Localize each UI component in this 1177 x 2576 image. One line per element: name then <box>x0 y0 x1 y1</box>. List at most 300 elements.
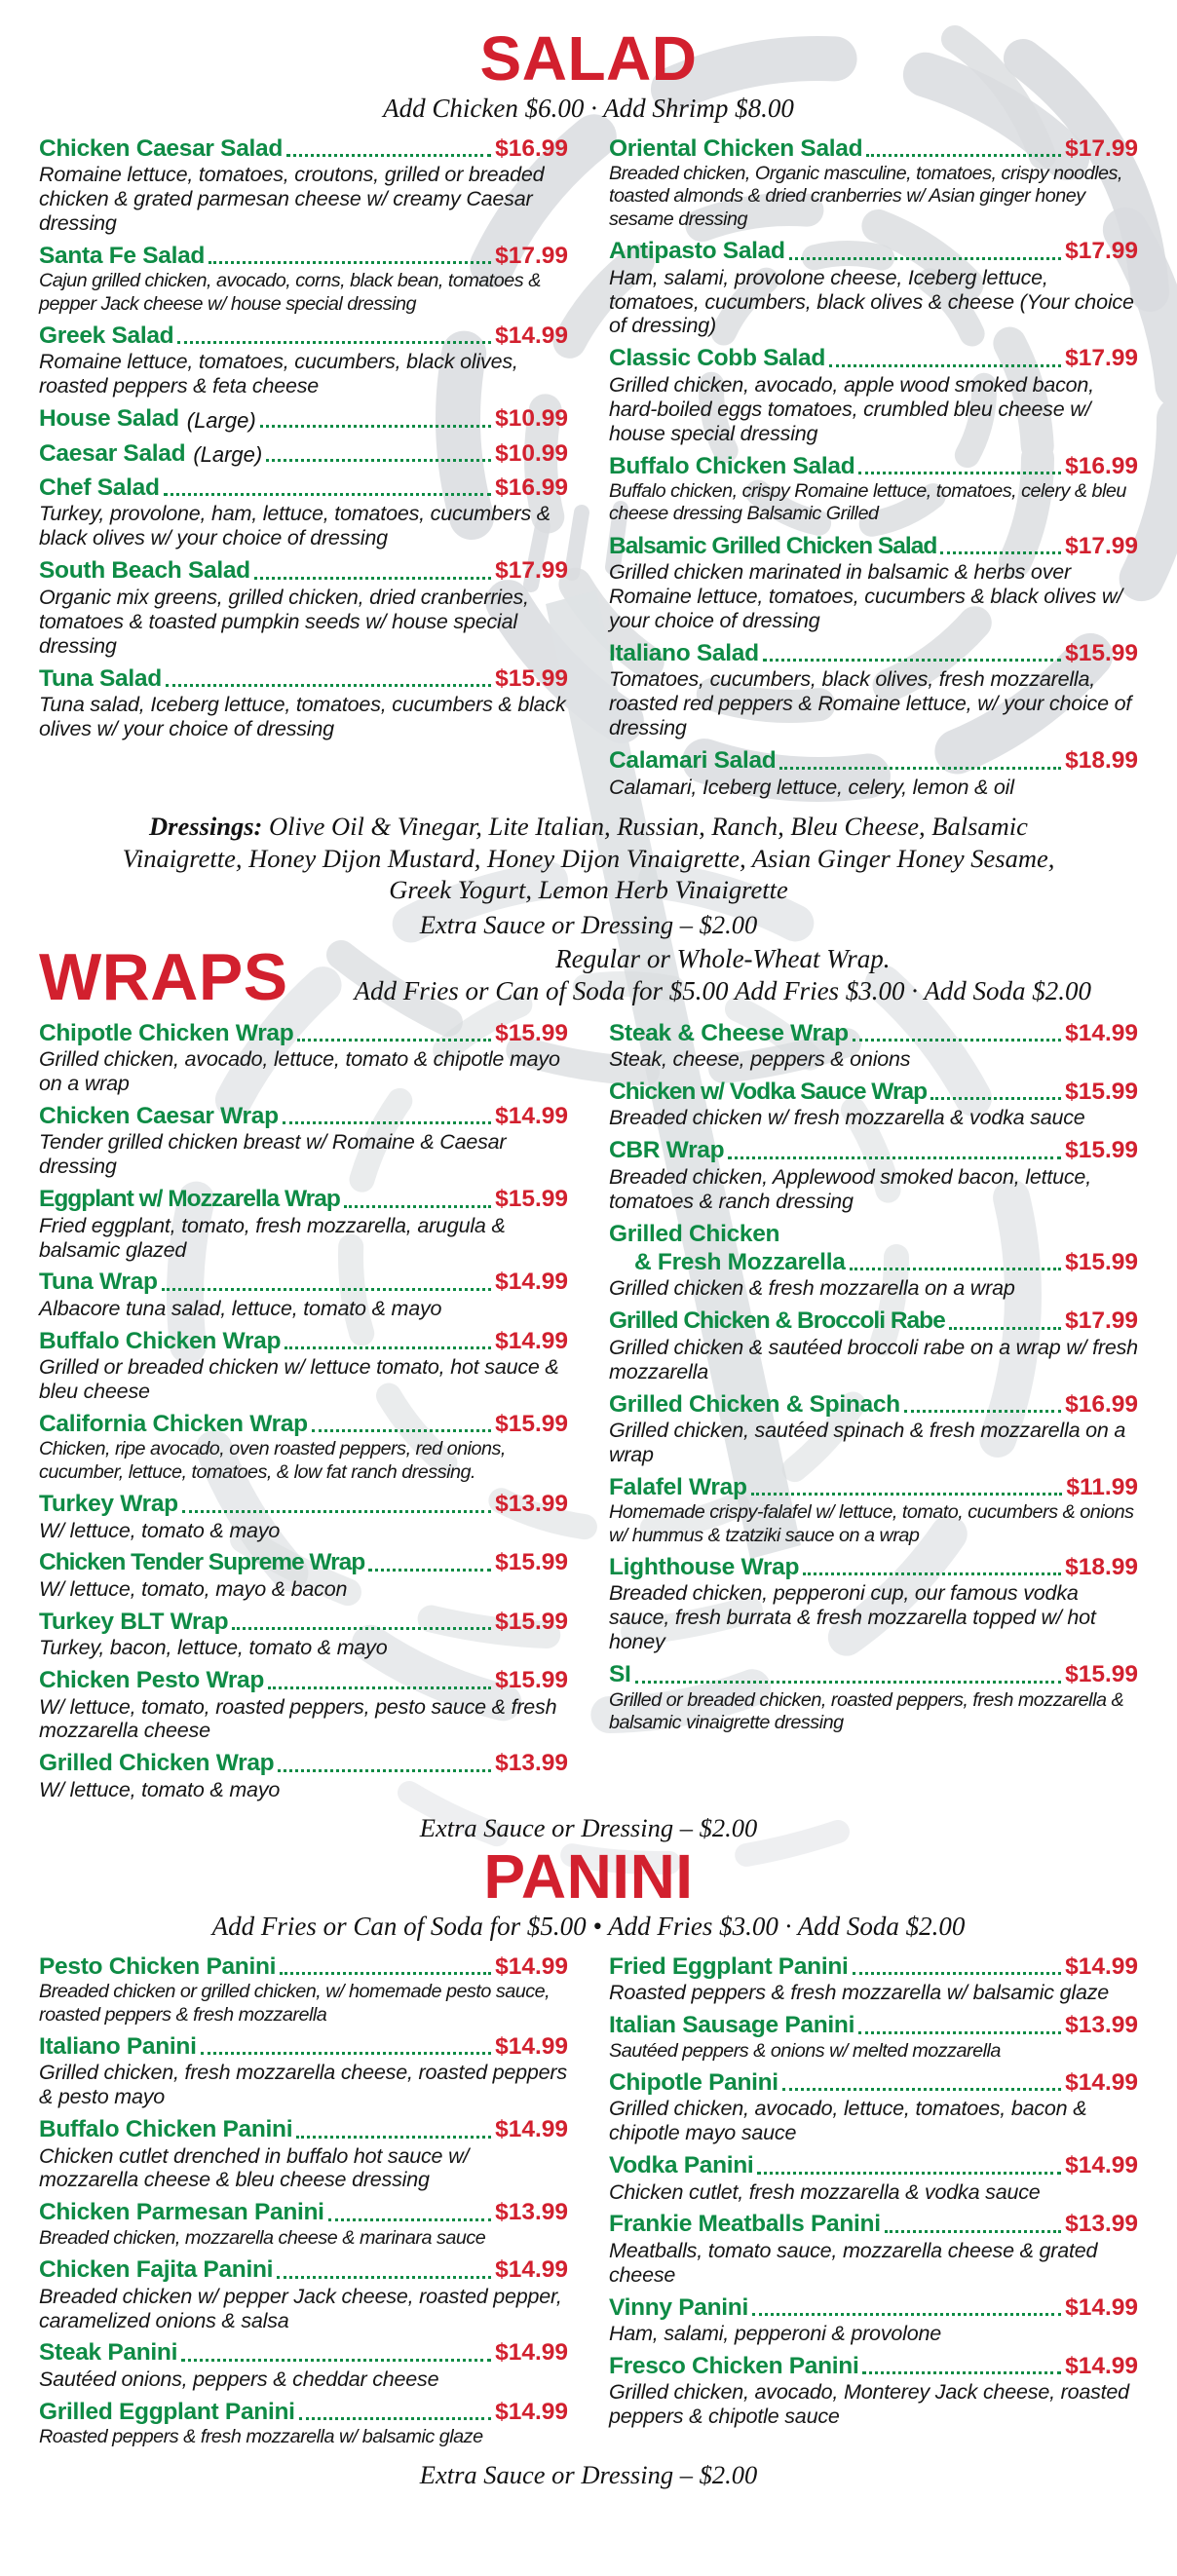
menu-item <box>39 556 568 658</box>
item-name-line1: Grilled Chicken <box>609 1220 780 1247</box>
item-price: $14.99 <box>495 1952 568 1980</box>
item-description: Breaded chicken w/ fresh mozzarella & vodka sauce <box>609 1106 1085 1130</box>
item-price: $14.99 <box>1065 2068 1138 2096</box>
menu-item <box>609 1220 1138 1302</box>
wraps-header <box>39 940 1138 1015</box>
item-description: W/ lettuce, tomato & mayo <box>39 1518 281 1542</box>
item-name: Frankie Meatballs Panini <box>609 2211 881 2238</box>
item-name: Falafel Wrap <box>609 1473 747 1500</box>
panini-columns <box>39 1952 1138 2455</box>
item-line <box>609 2151 1138 2179</box>
item-line <box>39 322 568 350</box>
menu-item <box>609 1136 1138 1213</box>
item-line <box>39 1490 568 1518</box>
menu-column <box>39 1019 568 1808</box>
item-line <box>39 664 568 693</box>
item-description: Tender grilled chicken breast w/ Romaine & Caesar dressing <box>39 1130 507 1179</box>
item-size-label: (Large) <box>193 442 263 468</box>
dressings-list <box>96 811 1081 905</box>
item-description: Romaine lettuce, tomatoes, croutons, grilled or breaded chicken & grated parmesan cheese w/ creamy Caesar dressing <box>39 163 545 235</box>
item-name: Chef Salad <box>39 474 160 502</box>
menu-item <box>609 1553 1138 1654</box>
section-title-salad: SALAD <box>479 23 698 94</box>
item-name: Eggplant w/ Mozzarella Wrap <box>39 1186 340 1213</box>
wraps-columns <box>39 1019 1138 1808</box>
item-price: $14.99 <box>1065 1019 1138 1046</box>
item-line <box>39 2032 568 2061</box>
dotted-leader <box>858 2031 1061 2034</box>
item-description: Grilled chicken, avocado, Monterey Jack cheese, roasted peppers & chipotle sauce <box>609 2380 1129 2429</box>
item-name: Vodka Panini <box>609 2152 754 2179</box>
dotted-leader <box>181 2359 491 2362</box>
item-price: $17.99 <box>1065 532 1138 559</box>
item-line <box>609 1553 1138 1581</box>
wraps-addons-lines <box>308 943 1138 1009</box>
item-name: Italiano Panini <box>39 2032 197 2060</box>
item-line <box>39 1410 568 1438</box>
item-price: $17.99 <box>1065 345 1138 372</box>
item-price: $15.99 <box>495 1667 568 1694</box>
item-line <box>609 1019 1138 1047</box>
dotted-leader <box>757 2172 1061 2175</box>
item-name: Grilled Chicken & Broccoli Rabe <box>609 1307 945 1335</box>
panini-header <box>39 1841 1138 1943</box>
item-description: Grilled chicken, avocado, lettuce, tomatoes, bacon & chipotle mayo sauce <box>609 2097 1087 2145</box>
wraps-addons-line: Add Fries or Can of Soda for $5.00 Add Fries $3.00 · Add Soda $2.00 <box>354 975 1092 1005</box>
item-name: Calamari Salad <box>609 747 777 775</box>
item-line <box>609 1390 1138 1419</box>
menu-item <box>39 134 568 236</box>
item-line <box>39 556 568 585</box>
menu-item <box>39 1749 568 1801</box>
dotted-leader <box>166 684 491 687</box>
item-line <box>39 2398 568 2426</box>
item-line <box>39 1185 568 1213</box>
item-line <box>39 439 568 468</box>
item-description: Breaded chicken w/ pepper Jack cheese, roasted pepper, caramelized onions & salsa <box>39 2284 562 2332</box>
dotted-leader <box>763 659 1061 662</box>
item-description: Tuna salad, Iceberg lettuce, tomatoes, cucumbers & black olives w/ your choice of dressing <box>39 692 566 740</box>
menu-item <box>609 746 1138 799</box>
menu-item <box>39 474 568 550</box>
item-description: Romaine lettuce, tomatoes, cucumbers, black olives, roasted peppers & feta cheese <box>39 350 518 398</box>
dotted-leader <box>850 1268 1062 1270</box>
item-line <box>609 1307 1138 1335</box>
menu-item <box>39 1490 568 1542</box>
menu-column <box>39 1952 568 2455</box>
item-description: Chicken, ripe avocado, oven roasted peppers, red onions, cucumber, lettuce, tomatoes, & low fat ranch dressing. <box>39 1438 506 1483</box>
item-line <box>39 1666 568 1694</box>
item-name: Tuna Wrap <box>39 1269 158 1296</box>
item-description: Chicken cutlet drenched in buffalo hot sauce w/ mozzarella cheese & bleu cheese dressing <box>39 2143 470 2192</box>
menu-item <box>39 1102 568 1179</box>
menu-item <box>39 1410 568 1484</box>
item-line <box>609 1473 1138 1501</box>
item-price: $14.99 <box>495 2116 568 2143</box>
item-line <box>39 2338 568 2367</box>
item-description: Albacore tuna salad, lettuce, tomato & mayo <box>39 1296 442 1320</box>
item-line <box>609 134 1138 163</box>
menu-column <box>39 134 568 806</box>
menu-item <box>609 452 1138 526</box>
item-line <box>609 532 1138 560</box>
dotted-leader <box>164 493 491 496</box>
item-price: $15.99 <box>1065 1248 1138 1275</box>
dotted-leader <box>949 1327 1061 1330</box>
menu-item <box>39 664 568 741</box>
dotted-leader <box>940 551 1061 554</box>
menu-item <box>39 322 568 398</box>
item-description: Calamari, Iceberg lettuce, celery, lemon & oil <box>609 775 1014 799</box>
item-line <box>39 2115 568 2143</box>
item-price: $17.99 <box>1065 1307 1138 1335</box>
item-price: $14.99 <box>1065 2152 1138 2179</box>
item-name: Oriental Chicken Salad <box>609 134 863 162</box>
item-price: $14.99 <box>495 2032 568 2060</box>
item-description: Grilled chicken marinated in balsamic & herbs over Romaine lettuce, tomatoes, cucumbers & black olives w/ your choice of dressing <box>609 560 1122 632</box>
item-description: Breaded chicken or grilled chicken, w/ homemade pesto sauce, roasted peppers & fresh mozzarella <box>39 1981 551 2026</box>
item-name: Grilled Chicken Wrap <box>39 1750 275 1777</box>
menu-item <box>609 1660 1138 1734</box>
salad-addons-line: Add Chicken $6.00 · Add Shrimp $8.00 <box>383 93 794 123</box>
item-price: $18.99 <box>1065 747 1138 775</box>
item-line <box>39 474 568 502</box>
menu-column <box>609 1019 1138 1808</box>
item-line <box>609 746 1138 775</box>
item-description: Meatballs, tomato sauce, mozzarella cheese & grated cheese <box>609 2238 1098 2287</box>
menu-item <box>609 1019 1138 1072</box>
item-description: Breaded chicken, mozzarella cheese & marinara sauce <box>39 2226 486 2249</box>
salad-extra-sauce-line: Extra Sauce or Dressing – $2.00 <box>419 910 758 940</box>
dotted-leader <box>328 2218 491 2221</box>
item-price: $15.99 <box>1065 639 1138 666</box>
dotted-leader <box>297 1039 491 1042</box>
item-line <box>39 404 568 433</box>
dotted-leader <box>209 261 491 264</box>
item-size-label: (Large) <box>186 407 256 433</box>
item-price: $15.99 <box>495 1608 568 1635</box>
item-name: Vinny Panini <box>609 2293 748 2321</box>
item-description: Fried eggplant, tomato, fresh mozzarella, arugula & balsamic glazed <box>39 1213 506 1262</box>
item-name: Turkey BLT Wrap <box>39 1608 229 1635</box>
dotted-leader <box>858 472 1061 474</box>
dotted-leader <box>296 2136 491 2139</box>
menu-item <box>39 2338 568 2391</box>
dotted-leader <box>829 364 1061 367</box>
item-line <box>609 452 1138 480</box>
item-description: Cajun grilled chicken, avocado, corns, black bean, tomatoes & pepper Jack cheese w/ house special dressing <box>39 270 541 315</box>
item-price: $15.99 <box>495 1186 568 1213</box>
item-description: Grilled or breaded chicken, roasted peppers, fresh mozzarella & balsamic vinaigrette dressing <box>609 1688 1124 1733</box>
item-description: Organic mix greens, grilled chicken, dried cranberries, tomatoes & toasted pumpkin seeds w/ house special dressing <box>39 585 529 658</box>
item-name: California Chicken Wrap <box>39 1411 308 1438</box>
item-description: W/ lettuce, tomato, mayo & bacon <box>39 1576 348 1601</box>
menu-item <box>609 1473 1138 1547</box>
menu-item <box>39 439 568 468</box>
menu-item <box>39 1185 568 1262</box>
item-line <box>39 1608 568 1636</box>
dotted-leader <box>728 1156 1061 1159</box>
item-description: Grilled chicken, avocado, lettuce, tomato & chipotle mayo on a wrap <box>39 1047 560 1095</box>
item-name: Chicken Tender Supreme Wrap <box>39 1549 365 1576</box>
item-price: $15.99 <box>1065 1078 1138 1105</box>
dotted-leader <box>278 1769 491 1772</box>
item-price: $17.99 <box>1065 238 1138 265</box>
item-name: Chicken w/ Vodka Sauce Wrap <box>609 1078 928 1105</box>
item-description: Tomatoes, cucumbers, black olives, fresh mozzarella, roasted red peppers & Romaine lettuce, w/ your choice of dressing <box>609 667 1132 740</box>
item-line <box>609 1248 1138 1276</box>
item-line <box>39 1952 568 1981</box>
item-description: W/ lettuce, tomato, roasted peppers, pesto sauce & fresh mozzarella cheese <box>39 1694 557 1743</box>
item-line <box>39 1019 568 1047</box>
dotted-leader <box>312 1429 491 1432</box>
item-description: Homemade crispy-falafel w/ lettuce, tomato, cucumbers & onions w/ hummus & tzatziki sauce on a wrap <box>609 1501 1134 1546</box>
item-name: Buffalo Chicken Salad <box>609 452 855 479</box>
item-description: Roasted peppers & fresh mozzarella w/ balsamic glaze <box>39 2426 483 2448</box>
item-name: Santa Fe Salad <box>39 242 206 269</box>
item-description: Roasted peppers & fresh mozzarella w/ balsamic glaze <box>609 1981 1110 2005</box>
item-description: Sautéed onions, peppers & cheddar cheese <box>39 2367 439 2391</box>
item-description: Ham, salami, provolone cheese, Iceberg lettuce, tomatoes, cucumbers, black olives & cheese (Your choice of dressing) <box>609 265 1134 338</box>
item-price: $15.99 <box>495 1019 568 1046</box>
item-line <box>609 237 1138 265</box>
item-price: $14.99 <box>1065 2293 1138 2321</box>
dotted-leader <box>635 1681 1062 1684</box>
dotted-leader <box>866 154 1061 157</box>
item-description: Turkey, bacon, lettuce, tomato & mayo <box>39 1636 388 1660</box>
item-description: W/ lettuce, tomato & mayo <box>39 1777 281 1801</box>
item-name: SI <box>609 1661 631 1688</box>
item-line <box>39 1749 568 1777</box>
dotted-leader <box>803 1572 1061 1575</box>
item-line <box>609 2068 1138 2097</box>
item-price: $13.99 <box>1065 2211 1138 2238</box>
item-name: Chicken Fajita Panini <box>39 2256 274 2284</box>
item-name: Chicken Pesto Wrap <box>39 1667 265 1694</box>
item-description: Grilled chicken, fresh mozzarella cheese, roasted peppers & pesto mayo <box>39 2061 567 2109</box>
dotted-leader <box>752 2313 1061 2316</box>
dotted-leader <box>782 2088 1061 2091</box>
menu-item <box>609 639 1138 740</box>
wraps-extra-sauce-line: Extra Sauce or Dressing – $2.00 <box>419 1812 758 1842</box>
menu-item <box>39 1608 568 1660</box>
menu-item <box>609 344 1138 445</box>
dotted-leader <box>201 2052 491 2055</box>
item-name: Buffalo Chicken Wrap <box>39 1327 282 1354</box>
dotted-leader <box>260 425 491 428</box>
item-line <box>609 2210 1138 2238</box>
item-name: CBR Wrap <box>609 1137 725 1164</box>
item-price: $14.99 <box>1065 1952 1138 1980</box>
menu-item <box>39 1019 568 1096</box>
item-price: $17.99 <box>495 242 568 269</box>
item-name: House Salad <box>39 405 179 433</box>
dotted-leader <box>286 154 491 157</box>
item-price: $13.99 <box>1065 2012 1138 2039</box>
item-price: $13.99 <box>495 1491 568 1518</box>
menu-item <box>609 532 1138 633</box>
item-price: $15.99 <box>1065 1661 1138 1688</box>
item-price: $16.99 <box>1065 452 1138 479</box>
item-name: Buffalo Chicken Panini <box>39 2116 293 2143</box>
item-name: Tuna Salad <box>39 664 162 692</box>
menu-item <box>609 2151 1138 2204</box>
item-line <box>39 2255 568 2284</box>
item-name: Italiano Salad <box>609 639 759 666</box>
menu-item <box>609 237 1138 338</box>
item-price: $16.99 <box>495 474 568 502</box>
menu-item <box>39 1327 568 1404</box>
menu-item <box>609 2011 1138 2063</box>
dotted-leader <box>177 341 491 344</box>
section-panini <box>39 1841 1138 2490</box>
menu-item <box>39 2398 568 2449</box>
item-line <box>609 2352 1138 2380</box>
item-line <box>609 639 1138 667</box>
item-name: Steak Panini <box>39 2339 178 2367</box>
menu-item <box>609 2068 1138 2145</box>
menu-item <box>609 1952 1138 2005</box>
item-price: $14.99 <box>495 1269 568 1296</box>
item-line <box>39 1268 568 1296</box>
dotted-leader <box>254 577 491 580</box>
dotted-leader <box>885 2230 1061 2233</box>
item-description: Grilled chicken & sautéed broccoli rabe on a wrap w/ fresh mozzarella <box>609 1335 1138 1383</box>
item-price: $11.99 <box>1066 1473 1138 1500</box>
item-name: Chipotle Panini <box>609 2068 778 2096</box>
dotted-leader <box>280 1972 491 1975</box>
dotted-leader <box>344 1205 491 1208</box>
menu-item <box>609 134 1138 231</box>
item-line <box>39 2198 568 2226</box>
dotted-leader <box>268 1686 491 1689</box>
menu-item <box>39 2255 568 2332</box>
dotted-leader <box>862 2371 1061 2374</box>
menu-item <box>39 2198 568 2250</box>
menu-column <box>609 134 1138 806</box>
item-line <box>39 134 568 163</box>
menu-item <box>609 1390 1138 1467</box>
item-price: $10.99 <box>495 405 568 433</box>
item-name: Grilled Chicken & Spinach <box>609 1390 900 1418</box>
dotted-leader <box>299 2417 491 2420</box>
item-price: $16.99 <box>495 134 568 162</box>
item-name: Steak & Cheese Wrap <box>609 1019 849 1046</box>
item-price: $13.99 <box>495 2199 568 2226</box>
menu-item <box>609 2293 1138 2346</box>
item-name: Italian Sausage Panini <box>609 2012 855 2039</box>
item-price: $17.99 <box>1065 134 1138 162</box>
section-title-wraps: WRAPS <box>39 940 288 1015</box>
item-name: Chipotle Chicken Wrap <box>39 1019 294 1046</box>
item-name: Grilled Eggplant Panini <box>39 2398 295 2425</box>
dressings-text: Olive Oil & Vinegar, Lite Italian, Russian, Ranch, Bleu Cheese, Balsamic Vinaigrette, Honey Dijon Mustard, Honey Dijon Vinaigrette, Asian Ginger Honey Sesame, Greek Yogurt, Lemon Herb Vinaigrette <box>122 812 1055 905</box>
item-price: $15.99 <box>495 1549 568 1576</box>
item-name: Caesar Salad <box>39 439 186 467</box>
item-price: $14.99 <box>495 1102 568 1129</box>
menu-item <box>609 2352 1138 2429</box>
panini-extra-sauce-line: Extra Sauce or Dressing – $2.00 <box>419 2459 758 2489</box>
item-price: $17.99 <box>495 557 568 585</box>
item-line <box>609 1136 1138 1164</box>
dotted-leader <box>266 459 491 462</box>
item-line <box>39 1102 568 1130</box>
menu-item <box>39 1268 568 1320</box>
item-price: $15.99 <box>495 664 568 692</box>
item-name: & Fresh Mozzarella <box>634 1248 846 1275</box>
item-price: $14.99 <box>495 1327 568 1354</box>
item-description: Steak, cheese, peppers & onions <box>609 1047 911 1072</box>
item-description: Grilled chicken, sautéed spinach & fresh mozzarella on a wrap <box>609 1418 1126 1466</box>
item-price: $15.99 <box>1065 1137 1138 1164</box>
item-line <box>609 1660 1138 1688</box>
item-name: Classic Cobb Salad <box>609 345 825 372</box>
menu-item <box>39 404 568 433</box>
item-description: Grilled chicken & fresh mozzarella on a wrap <box>609 1276 1015 1301</box>
item-description: Breaded chicken, Applewood smoked bacon, lettuce, tomatoes & ranch dressing <box>609 1164 1091 1213</box>
menu-item <box>609 1078 1138 1130</box>
item-name: South Beach Salad <box>39 557 250 585</box>
item-price: $14.99 <box>495 2398 568 2425</box>
dotted-leader <box>904 1410 1061 1413</box>
item-line <box>609 2011 1138 2039</box>
dotted-leader <box>162 1288 491 1291</box>
dotted-leader <box>853 1039 1061 1042</box>
dotted-leader <box>285 1346 491 1349</box>
section-wraps <box>39 940 1138 1843</box>
item-name: Balsamic Grilled Chicken Salad <box>609 532 937 559</box>
item-price: $16.99 <box>1065 1390 1138 1418</box>
wraps-wheat-line: Regular or Whole-Wheat Wrap. <box>555 943 891 973</box>
menu-item <box>39 1666 568 1743</box>
dotted-leader <box>182 1510 491 1513</box>
item-name: Chicken Parmesan Panini <box>39 2199 324 2226</box>
item-description: Grilled or breaded chicken w/ lettuce tomato, hot sauce & bleu cheese <box>39 1355 559 1404</box>
item-description: Breaded chicken, Organic masculine, tomatoes, crispy noodles, toasted almonds & dried cranberries w/ Asian ginger honey sesame dressing <box>609 163 1122 230</box>
item-price: $14.99 <box>1065 2353 1138 2380</box>
item-line <box>609 2293 1138 2322</box>
item-name: Lighthouse Wrap <box>609 1553 800 1580</box>
menu-item <box>609 1307 1138 1383</box>
dotted-leader <box>930 1097 1061 1100</box>
item-description: Sautéed peppers & onions w/ melted mozzarella <box>609 2039 1001 2062</box>
item-line <box>609 1078 1138 1106</box>
dotted-leader <box>751 1493 1063 1496</box>
dotted-leader <box>277 2276 491 2279</box>
item-line <box>609 344 1138 372</box>
item-name: Pesto Chicken Panini <box>39 1952 277 1980</box>
menu-item <box>39 242 568 316</box>
item-name: Fresco Chicken Panini <box>609 2353 859 2380</box>
item-line <box>39 242 568 270</box>
item-name: Antipasto Salad <box>609 238 785 265</box>
dotted-leader <box>232 1627 491 1630</box>
item-line <box>609 1952 1138 1981</box>
dotted-leader <box>853 1972 1062 1975</box>
dressings-label: Dressings: <box>149 812 263 842</box>
item-name: Greek Salad <box>39 322 174 350</box>
item-name: Turkey Wrap <box>39 1491 178 1518</box>
item-description: Chicken cutlet, fresh mozzarella & vodka sauce <box>609 2179 1041 2204</box>
item-line <box>39 1548 568 1576</box>
dotted-leader <box>368 1569 491 1572</box>
item-description: Turkey, provolone, ham, lettuce, tomatoes, cucumbers & black olives w/ your choice of dressing <box>39 502 551 550</box>
item-price: $13.99 <box>495 1750 568 1777</box>
item-price: $18.99 <box>1065 1553 1138 1580</box>
item-price: $14.99 <box>495 322 568 350</box>
dotted-leader <box>283 1121 491 1124</box>
item-description: Ham, salami, pepperoni & provolone <box>609 2322 941 2346</box>
